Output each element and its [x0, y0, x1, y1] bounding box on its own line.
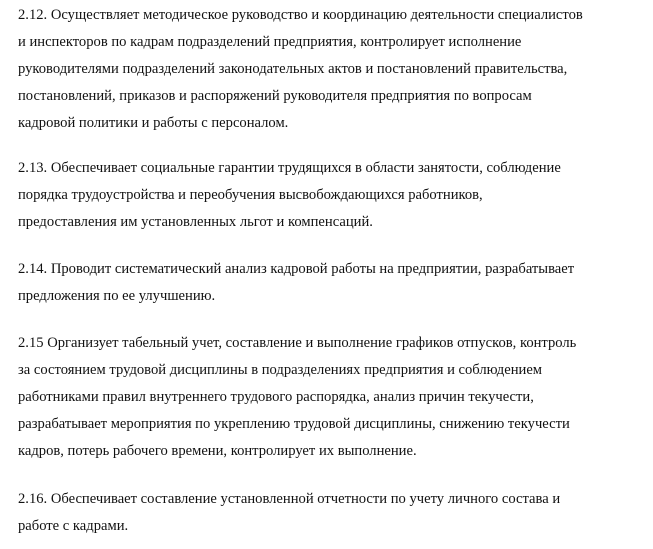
paragraph-line: 2.12. Осуществляет методическое руководство и координацию деятельности специалистов [18, 7, 583, 23]
paragraph-line: 2.15 Организует табельный учет, составление и выполнение графиков отпусков, контроль [18, 335, 577, 351]
paragraph-line: и инспекторов по кадрам подразделений предприятия, контролирует исполнение [18, 34, 522, 50]
paragraph-line: разрабатывает мероприятия по укреплению трудовой дисциплины, снижению текучести [18, 416, 570, 432]
paragraph-line: за состоянием трудовой дисциплины в подразделениях предприятия и соблюдением [18, 362, 543, 378]
paragraph-line: работниками правил внутреннего трудового распорядка, анализ причин текучести, [18, 389, 534, 405]
paragraph-line: постановлений, приказов и распоряжений руководителя предприятия по вопросам [18, 88, 532, 104]
paragraph-line: предоставления им установленных льгот и компенсаций. [18, 214, 373, 230]
paragraph-line: 2.14. Проводит систематический анализ кадровой работы на предприятии, разрабатывает [18, 261, 575, 277]
paragraph-line: 2.13. Обеспечивает социальные гарантии трудящихся в области занятости, соблюдение [18, 160, 561, 176]
paragraph-line: руководителями подразделений законодательных актов и постановлений правительства, [18, 61, 568, 77]
paragraph-line: кадров, потерь рабочего времени, контролирует их выполнение. [18, 443, 417, 459]
paragraph-line: работе с кадрами. [18, 518, 129, 534]
paragraph-line: предложения по ее улучшению. [18, 288, 216, 304]
paragraph-line: 2.16. Обеспечивает составление установленной отчетности по учету личного состава и [18, 491, 561, 507]
paragraph-line: кадровой политики и работы с персоналом. [18, 115, 289, 131]
paragraph-line: порядка трудоустройства и переобучения высвобождающихся работников, [18, 187, 483, 203]
